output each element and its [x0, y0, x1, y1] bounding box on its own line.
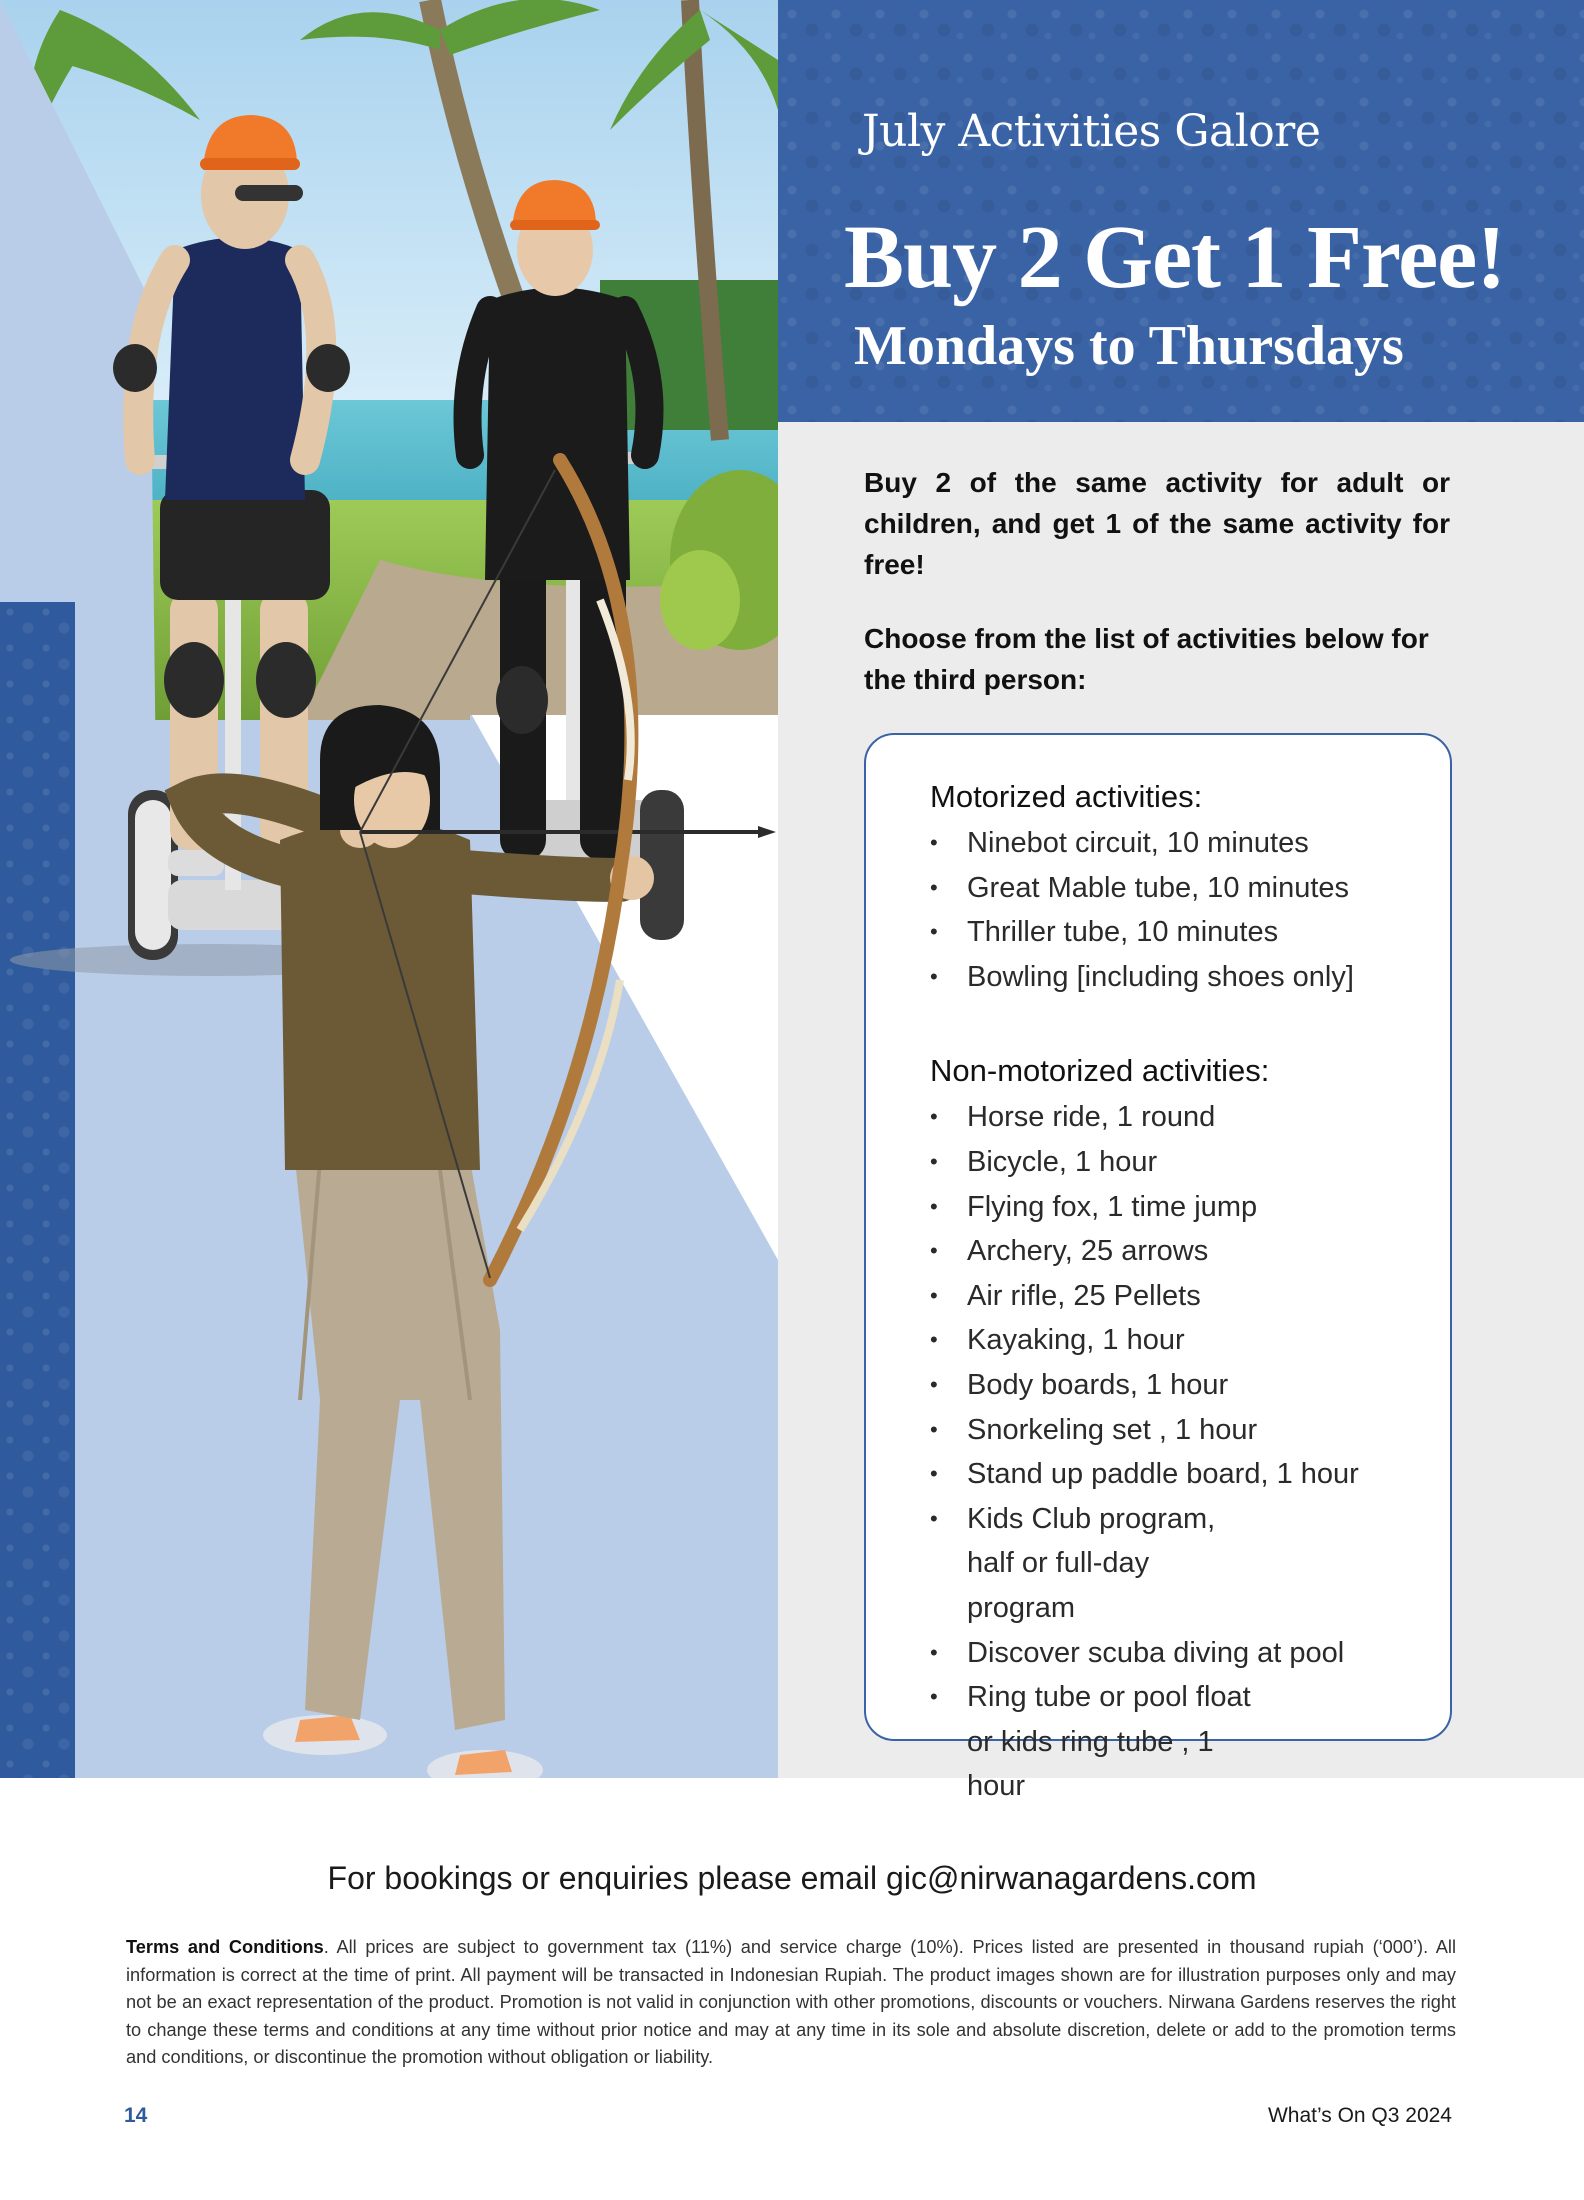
list-item: • Discover scuba diving at pool — [930, 1631, 1430, 1676]
motorized-list — [930, 821, 1430, 999]
page-number: 14 — [124, 2104, 148, 2127]
booking-contact: For bookings or enquiries please email gic@nirwanagardens.com — [327, 1860, 1257, 1896]
list-item: • Archery, 25 arrows — [930, 1229, 1430, 1274]
terms-text: . All prices are subject to government tax (11%) and service charge (10%). Prices listed are presented in thousand rupiah (‘000’). All information is correct at the time of print. All payment will be transacted in Indonesian Rupiah. The product images shown are for illustration purposes only and may not be an exact representation of the product. Promotion is not valid in conjunction with other promotions, discounts or vouchers. Nirwana Gardens reserves the right to change these terms and conditions at any time without prior notice and may at any time in its sole and absolute discretion, delete or add to the promotion terms and conditions, or discontinue the promotion without obligation or liability. — [126, 1937, 1457, 2068]
motorized-heading: Motorized activities: — [930, 779, 1203, 814]
list-item: • Kids Club program, half or full-day program — [930, 1497, 1430, 1631]
list-item: • Bicycle, 1 hour — [930, 1140, 1430, 1185]
terms-and-conditions — [126, 1934, 1456, 2072]
list-item: • Ninebot circuit, 10 minutes — [930, 821, 1430, 866]
list-item: • Thriller tube, 10 minutes — [930, 910, 1430, 955]
intro-paragraph: Buy 2 of the same activity for adult or children, and get 1 of the same activity for free! — [864, 467, 1450, 580]
issue-label: What’s On Q3 2024 — [1267, 2104, 1452, 2127]
intro-text — [864, 462, 1450, 700]
list-item: • Ring tube or pool float or kids ring tube , 1 hour — [930, 1675, 1430, 1809]
activities-card — [864, 733, 1452, 1803]
list-item: • Air rifle, 25 Pellets — [930, 1274, 1430, 1319]
list-item: • Great Mable tube, 10 minutes — [930, 866, 1430, 911]
activities-photo — [0, 0, 778, 1778]
list-item: • Flying fox, 1 time jump — [930, 1185, 1430, 1230]
promo-banner — [778, 0, 1584, 422]
non-motorized-list — [930, 1095, 1430, 1809]
list-item: • Stand up paddle board, 1 hour — [930, 1452, 1430, 1497]
banner-subheadline: Mondays to Thursdays — [854, 315, 1404, 377]
terms-label: Terms and Conditions — [126, 1937, 324, 1957]
non-motorized-heading: Non-motorized activities: — [930, 1053, 1270, 1089]
banner-headline: Buy 2 Get 1 Free! — [844, 208, 1506, 307]
list-item: • Bowling [including shoes only] — [930, 955, 1430, 1000]
banner-eyebrow: July Activities Galore — [862, 106, 1321, 157]
list-item: • Kayaking, 1 hour — [930, 1318, 1430, 1363]
list-item: • Snorkeling set , 1 hour — [930, 1408, 1430, 1453]
intro-choose: Choose from the list of activities below for the third person: — [864, 623, 1429, 695]
list-item: • Body boards, 1 hour — [930, 1363, 1430, 1408]
list-item: • Horse ride, 1 round — [930, 1095, 1430, 1140]
